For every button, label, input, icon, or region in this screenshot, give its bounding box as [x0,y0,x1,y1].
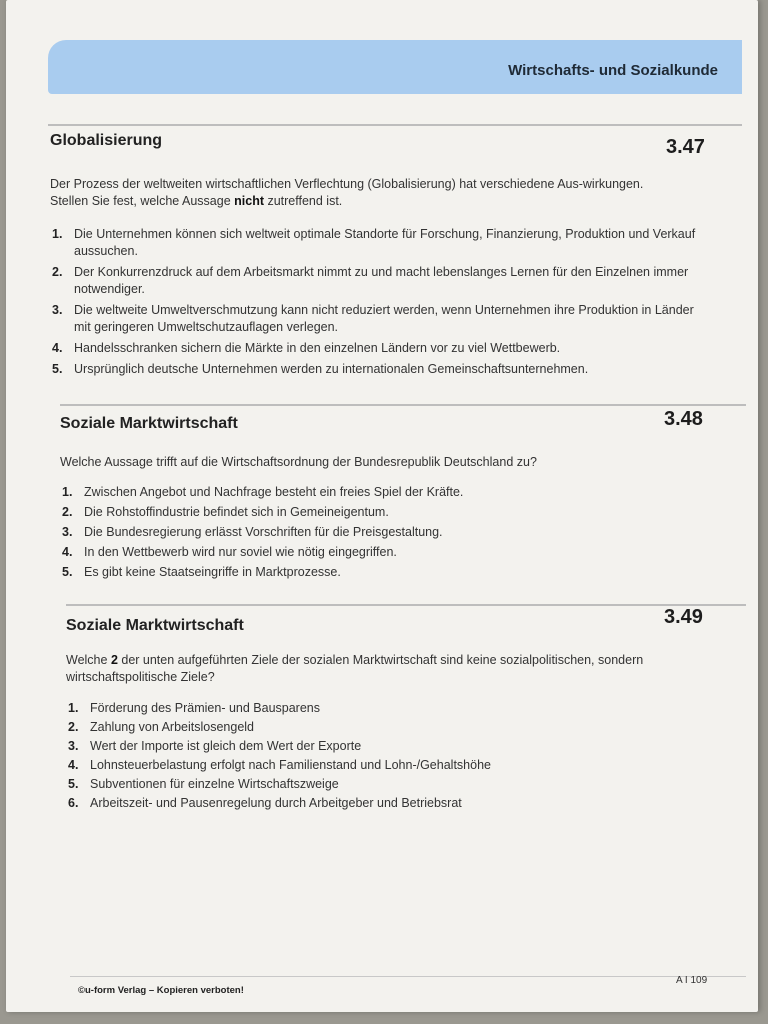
item-text: Lohnsteuerbelastung erfolgt nach Familienstand und Lohn-/Gehaltshöhe [90,758,491,772]
item-text: Zahlung von Arbeitslosengeld [90,720,255,734]
list-item [68,795,688,812]
list-item [62,524,702,541]
section-number: 3.47 [666,136,705,158]
item-number: 2. [68,720,79,734]
footer-divider [70,976,746,977]
section-title: Soziale Marktwirtschaft [66,617,244,634]
list-item [68,700,688,717]
item-text: In den Wettbewerb wird nur soviel wie nötig eingegriffen. [84,545,397,559]
list-item [52,361,702,378]
section-intro [66,652,666,686]
item-number: 4. [52,341,63,355]
list-item [52,302,702,336]
answer-list [68,700,688,812]
page-number: A I 109 [676,975,708,986]
section-divider [66,604,746,606]
intro-text-end: der unten aufgeführten Ziele der sozialen Marktwirtschaft sind keine sozialpolitischen, sondern wirtschaftspolitische Ziele? [66,653,644,684]
footer-copyright: ©u-form Verlag – Kopieren verboten! [78,985,244,996]
list-item [68,776,688,793]
intro-emphasis: 2 [110,653,118,667]
list-item [68,719,688,736]
page-sheet [6,0,758,1012]
intro-emphasis: nicht [234,194,264,208]
item-text: Die Rohstoffindustrie befindet sich in Gemeineigentum. [84,505,389,519]
section-title: Globalisierung [50,132,163,149]
item-number: 3. [62,525,73,539]
list-item [52,226,702,260]
section-number: 3.49 [664,606,703,628]
answer-list [52,226,702,378]
answer-list [62,484,702,581]
item-text: Subventionen für einzelne Wirtschaftszweige [90,777,339,791]
list-item [62,504,702,521]
item-number: 6. [68,796,79,810]
header-band [48,40,742,94]
item-text: Zwischen Angebot und Nachfrage besteht ein freies Spiel der Kräfte. [84,485,464,499]
section-intro [50,176,660,210]
intro-text: Der Prozess der weltweiten wirtschaftlichen Verflechtung (Globalisierung) hat verschiedene Aus-wirkungen. Stellen Sie fest, welche Aussage [50,177,644,208]
list-item [62,564,702,581]
list-item [68,738,688,755]
item-number: 5. [62,565,73,579]
item-number: 4. [68,758,79,772]
item-text: Der Konkurrenzdruck auf dem Arbeitsmarkt nimmt zu und macht lebenslanges Lernen für den Einzelnen immer notwendiger. [74,265,689,296]
item-text: Wert der Importe ist gleich dem Wert der Exporte [90,739,362,753]
item-number: 5. [52,362,63,376]
section-title: Soziale Marktwirtschaft [60,415,238,432]
item-text: Förderung des Prämien- und Bausparens [90,701,320,715]
list-item [68,757,688,774]
item-text: Es gibt keine Staatseingriffe in Marktprozesse. [84,565,341,579]
item-text: Die weltweite Umweltverschmutzung kann nicht reduziert werden, wenn Unternehmen ihre Produktion in Länder mit geringeren Umweltschutzauflagen verlegen. [74,303,694,334]
item-text: Die Unternehmen können sich weltweit optimale Standorte für Forschung, Finanzierung, Produktion und Verkauf aussuchen. [74,227,696,258]
item-number: 2. [52,265,63,279]
list-item [62,484,702,501]
item-number: 1. [52,227,63,241]
item-text: Handelsschranken sichern die Märkte in den einzelnen Ländern vor zu viel Wettbewerb. [74,341,561,355]
item-number: 1. [62,485,73,499]
section-intro: Welche Aussage trifft auf die Wirtschaftsordnung der Bundesrepublik Deutschland zu? [60,455,537,469]
item-text: Ursprünglich deutsche Unternehmen werden zu internationalen Gemeinschaftsunternehmen. [74,362,589,376]
intro-text: Welche [66,653,111,667]
item-text: Die Bundesregierung erlässt Vorschriften für die Preisgestaltung. [84,525,443,539]
section-divider [48,124,742,126]
item-number: 4. [62,545,73,559]
header-title: Wirtschafts- und Sozialkunde [508,62,718,79]
item-number: 2. [62,505,73,519]
section-number: 3.48 [664,408,703,430]
item-number: 5. [68,777,79,791]
section-divider [60,404,746,406]
list-item [52,340,702,357]
item-number: 3. [52,303,63,317]
item-text: Arbeitszeit- und Pausenregelung durch Arbeitgeber und Betriebsrat [90,796,462,810]
intro-text-end: zutreffend ist. [264,194,343,208]
item-number: 3. [68,739,79,753]
item-number: 1. [68,701,79,715]
list-item [52,264,702,298]
list-item [62,544,702,561]
